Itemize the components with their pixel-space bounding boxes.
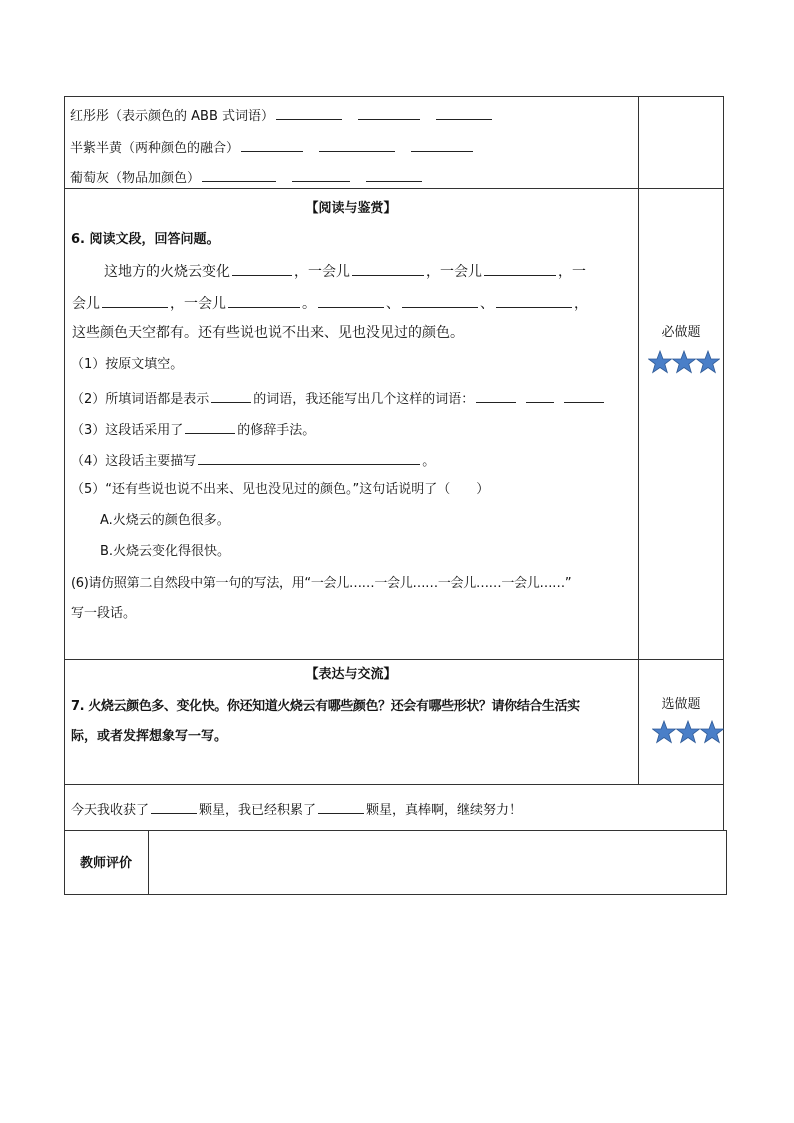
table-border-top <box>64 96 724 97</box>
section-header-expression: 【表达与交流】 <box>305 667 397 682</box>
teacher-divider <box>148 830 149 895</box>
side-label-optional: 选做题 <box>661 697 701 712</box>
star-icon <box>700 720 724 744</box>
question-2: （2）所填词语都是表示 的词语，我还能写出几个这样的词语： <box>71 389 606 408</box>
question-6-line-1: (6)请仿照第二自然段中第一句的写法，用“一会儿……一会儿……一会儿……一会儿……” <box>71 576 572 591</box>
word-line-2-label: 半紫半黄（两种颜色的融合） <box>70 141 240 156</box>
answer-blank[interactable] <box>411 138 473 152</box>
question-5: （5）“还有些说也说不出来、见也没见过的颜色。”这句话说明了（ ） <box>71 482 490 497</box>
answer-blank[interactable] <box>241 138 303 152</box>
answer-blank[interactable] <box>211 389 251 403</box>
section-header-reading: 【阅读与鉴赏】 <box>305 201 397 216</box>
teacher-evaluation-label: 教师评价 <box>79 856 132 871</box>
row-divider-4 <box>64 830 726 831</box>
star-count-blank[interactable] <box>151 800 197 814</box>
star-icon <box>652 720 676 744</box>
answer-blank[interactable] <box>526 389 554 403</box>
answer-blank[interactable] <box>352 262 424 276</box>
option-a: A.火烧云的颜色很多。 <box>100 513 230 528</box>
question-6-title: 6. 阅读文段，回答问题。 <box>71 232 220 247</box>
star-icon <box>676 720 700 744</box>
answer-blank[interactable] <box>185 420 235 434</box>
star-icon <box>672 350 696 374</box>
question-3: （3）这段话采用了 的修辞手法。 <box>71 420 315 439</box>
passage-line-2: 会儿 ，一会儿 。 、 、 ， <box>72 296 588 312</box>
option-b: B.火烧云变化得很快。 <box>100 544 231 559</box>
word-line-2 <box>70 138 475 157</box>
passage-line-1: 这地方的火烧云变化 ，一会儿 ，一会儿 ，一 <box>104 264 586 280</box>
answer-blank[interactable] <box>402 294 478 308</box>
answer-blank[interactable] <box>276 106 342 120</box>
answer-blank[interactable] <box>228 294 300 308</box>
row-divider-2 <box>64 659 724 660</box>
question-7-line-1: 7. 火烧云颜色多、变化快。你还知道火烧云有哪些颜色？还会有哪些形状？请你结合生活实 <box>71 699 580 714</box>
question-4: （4）这段话主要描写 。 <box>71 451 435 470</box>
teacher-border-right <box>726 830 727 895</box>
teacher-evaluation-field[interactable] <box>150 832 724 893</box>
answer-blank[interactable] <box>232 262 292 276</box>
row-divider-3 <box>64 784 724 785</box>
summary-line: 今天我收获了 颗星，我已经积累了 颗星，真棒啊，继续努力！ <box>71 800 522 819</box>
answer-blank[interactable] <box>318 294 384 308</box>
column-divider <box>638 96 639 785</box>
passage-line-3: 这些颜色天空都有。还有些说也说不出来、见也没见过的颜色。 <box>72 325 464 341</box>
side-label-required: 必做题 <box>661 325 701 340</box>
answer-blank[interactable] <box>202 168 276 182</box>
question-6-line-2: 写一段话。 <box>71 606 137 621</box>
star-icon <box>696 350 720 374</box>
answer-blank[interactable] <box>366 168 422 182</box>
answer-blank[interactable] <box>198 451 420 465</box>
question-1: （1）按原文填空。 <box>71 357 184 372</box>
answer-blank[interactable] <box>292 168 350 182</box>
star-rating-optional <box>652 720 724 746</box>
star-icon <box>648 350 672 374</box>
word-line-3-label: 葡萄灰（物品加颜色） <box>70 171 201 186</box>
answer-blank[interactable] <box>476 389 516 403</box>
answer-blank[interactable] <box>436 106 492 120</box>
answer-blank[interactable] <box>564 389 604 403</box>
word-line-1 <box>70 106 494 125</box>
answer-blank[interactable] <box>319 138 395 152</box>
word-line-3 <box>70 168 424 187</box>
answer-blank[interactable] <box>484 262 556 276</box>
star-total-blank[interactable] <box>318 800 364 814</box>
question-7-line-2: 际，或者发挥想象写一写。 <box>71 729 228 744</box>
answer-blank[interactable] <box>358 106 420 120</box>
answer-blank[interactable] <box>496 294 572 308</box>
answer-blank[interactable] <box>102 294 168 308</box>
word-line-1-label: 红彤彤（表示颜色的 ABB 式词语） <box>70 109 274 124</box>
star-rating-required <box>648 350 720 376</box>
row-divider-1 <box>64 188 724 189</box>
teacher-border-bottom <box>64 894 727 895</box>
